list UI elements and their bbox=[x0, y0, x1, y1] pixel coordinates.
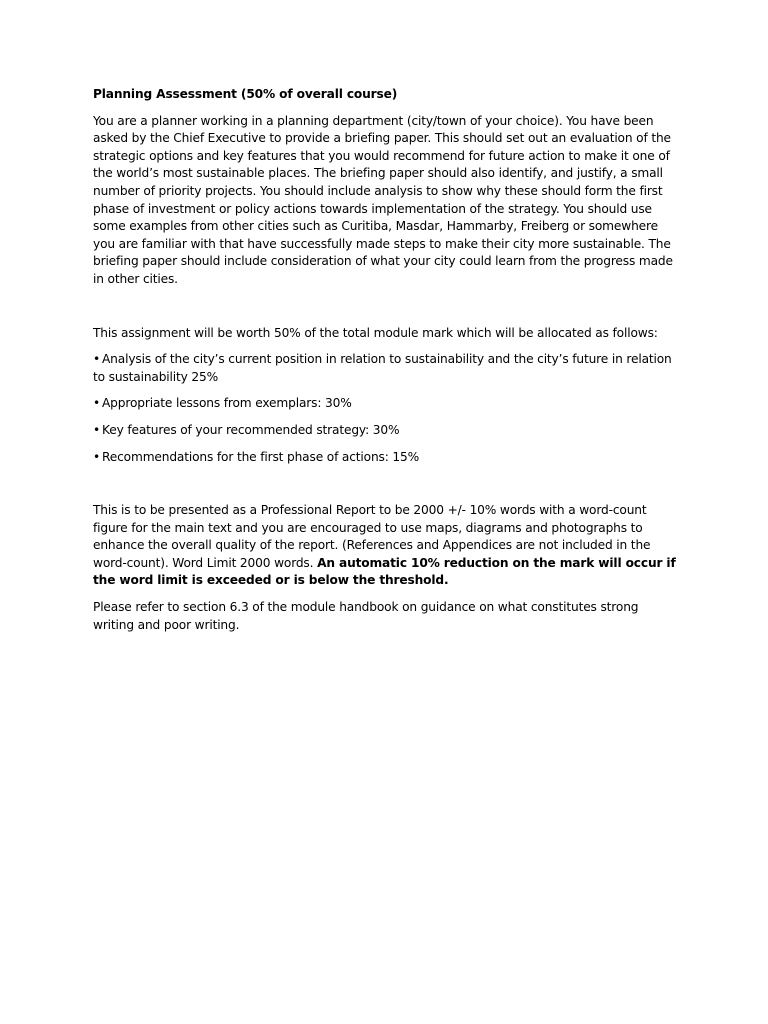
list-item-text: Analysis of the city’s current position in relation to sustainability and the city’s future in relation to sustainability 25% bbox=[93, 352, 672, 384]
format-paragraph bbox=[93, 502, 678, 590]
list-item bbox=[93, 351, 678, 386]
list-item-text: Key features of your recommended strategy: 30% bbox=[102, 422, 400, 437]
bullet-icon: • bbox=[93, 422, 101, 437]
bullet-icon: • bbox=[93, 449, 101, 464]
document-title: Planning Assessment (50% of overall course) bbox=[93, 87, 398, 101]
bullet-icon: • bbox=[93, 396, 101, 411]
allocation-list bbox=[93, 351, 678, 466]
list-item-text: Recommendations for the first phase of actions: 15% bbox=[102, 449, 420, 464]
spacer bbox=[93, 475, 678, 502]
list-item-text: Appropriate lessons from exemplars: 30% bbox=[102, 396, 352, 411]
allocation-intro: This assignment will be worth 50% of the total module mark which will be allocated as follows: bbox=[93, 325, 658, 340]
list-item bbox=[93, 422, 678, 440]
handbook-note: Please refer to section 6.3 of the module handbook on guidance on what constitutes strong writing and poor writing. bbox=[93, 600, 639, 632]
intro-paragraph: You are a planner working in a planning department (city/town of your choice). You have been asked by the Chief Executive to provide a briefing paper. This should set out an evaluation of the strategic options and key features that you would recommend for future action to make it one of the world’s most sustainable places. The briefing paper should also identify, and justify, a small number of priority projects. You should include analysis to show why these should form the first phase of investment or policy actions towards implementation of the strategy. You should use some examples from other cities such as Curitiba, Masdar, Hammarby, Freiberg or somewhere you are familiar with that have successfully made steps to make their city more sustainable. The briefing paper should include consideration of what your city could learn from the progress made in other cities. bbox=[93, 113, 673, 286]
document-page bbox=[93, 86, 678, 643]
list-item bbox=[93, 395, 678, 413]
bullet-icon: • bbox=[93, 352, 101, 367]
spacer bbox=[93, 298, 678, 325]
word-limit-warning: An automatic 10% reduction on the mark will occur if the word limit is exceeded or is below the threshold. bbox=[93, 555, 676, 588]
list-item bbox=[93, 449, 678, 467]
format-text: This is to be presented as a Professional Report to be 2000 +/- 10% words with a word-count figure for the main text and you are encouraged to use maps, diagrams and photographs to enhance the overall quality of the report. (References and Appendices are not included in the word-count). Word Limit 2000 words. bbox=[93, 503, 651, 570]
